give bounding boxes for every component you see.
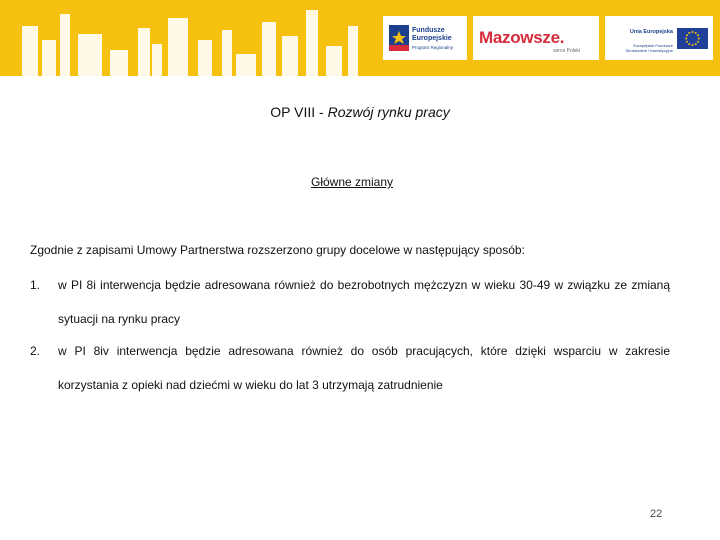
decorative-shapes-icon bbox=[0, 0, 380, 76]
eu-logo-sub1: Europejskie Fundusze bbox=[633, 43, 673, 48]
eu-logo-title: Unia Europejska bbox=[629, 29, 673, 35]
list-item-text: w PI 8iv interwencja będzie adresowana również do osób pracujących, które dzięki wsparciu w zakresie korzystania z opieki nad dziećmi w wieku do lat 3 utrzymają zatrudnienie bbox=[58, 344, 670, 392]
mazowsze-logo-text: Mazowsze. bbox=[479, 28, 565, 47]
funds-logo-sub: Program Regionalny bbox=[412, 45, 454, 50]
list-item bbox=[30, 334, 670, 402]
funds-logo-line2: Europejskie bbox=[412, 35, 452, 42]
slide-subtitle: Główne zmiany bbox=[310, 175, 394, 189]
list-item-number: 2. bbox=[30, 344, 41, 358]
header-banner bbox=[0, 0, 720, 76]
list-item-number: 1. bbox=[30, 278, 41, 292]
funds-logo-line1: Fundusze bbox=[412, 27, 445, 34]
slide-title-prefix: OP VIII - bbox=[270, 104, 328, 120]
list-item-text: w PI 8i interwencja będzie adresowana również do bezrobotnych mężczyzn w wieku 30-49 w związku ze zmianą sytuacji na rynku pracy bbox=[58, 278, 670, 326]
european-funds-logo bbox=[383, 16, 467, 60]
mazowsze-logo bbox=[473, 16, 599, 60]
mazowsze-logo-sub: serce Polski bbox=[553, 48, 580, 54]
slide-title-italic: Rozwój rynku pracy bbox=[327, 104, 450, 120]
star-flag-icon bbox=[389, 25, 409, 51]
list-item bbox=[30, 268, 670, 336]
eu-flag-icon bbox=[677, 28, 708, 49]
eu-logo bbox=[605, 16, 713, 60]
page-number: 22 bbox=[650, 508, 663, 520]
slide-title bbox=[0, 104, 720, 120]
eu-logo-sub2: Strukturalne i Inwestycyjne bbox=[625, 48, 673, 53]
intro-paragraph: Zgodnie z zapisami Umowy Partnerstwa rozszerzono grupy docelowe w następujący sposób: bbox=[30, 243, 525, 257]
